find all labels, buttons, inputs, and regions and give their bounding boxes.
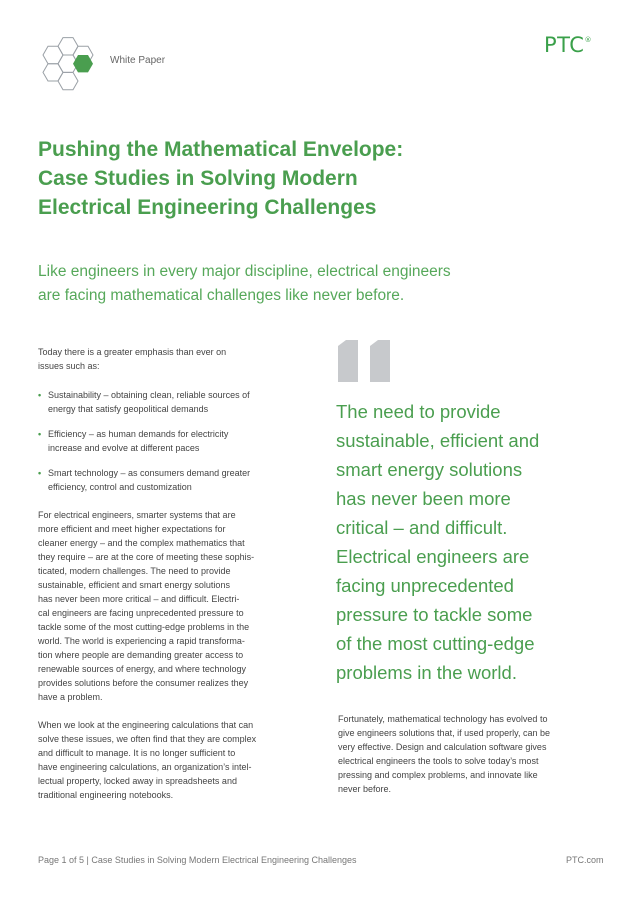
pull-quote bbox=[336, 397, 611, 687]
title-line: Pushing the Mathematical Envelope: bbox=[38, 138, 404, 161]
document-type-label: White Paper bbox=[110, 55, 166, 66]
page-title bbox=[38, 135, 508, 222]
bullet-icon: • bbox=[38, 390, 42, 400]
quote-line: sustainable, efficient and bbox=[336, 430, 540, 451]
text-line: Sustainability – obtaining clean, reliable sources of bbox=[48, 390, 250, 400]
quote-line: smart energy solutions bbox=[336, 459, 523, 480]
text-line: Today there is a greater emphasis than ever on bbox=[38, 347, 227, 357]
text-line: traditional engineering notebooks. bbox=[38, 790, 174, 800]
text-line: energy that satisfy geopolitical demands bbox=[48, 404, 209, 414]
quote-line: problems in the world. bbox=[336, 662, 517, 683]
text-line: efficiency, control and customization bbox=[48, 482, 192, 492]
text-line: When we look at the engineering calculations that can bbox=[38, 720, 254, 730]
lead-line: Like engineers in every major discipline, electrical engineers bbox=[38, 263, 451, 280]
text-line: have a problem. bbox=[38, 692, 103, 702]
list-item bbox=[38, 388, 303, 416]
text-line: Fortunately, mathematical technology has evolved to bbox=[338, 714, 548, 724]
text-line: renewable sources of energy, and where technology bbox=[38, 664, 246, 674]
text-line: increase and evolve at different paces bbox=[48, 443, 200, 453]
quote-line: facing unprecedented bbox=[336, 575, 514, 596]
quote-line: Electrical engineers are bbox=[336, 546, 530, 567]
text-line: more efficient and meet higher expectations for bbox=[38, 524, 226, 534]
bullet-icon: • bbox=[38, 429, 42, 439]
quote-line: of the most cutting-edge bbox=[336, 633, 535, 654]
text-line: provides solutions before the consumer realizes they bbox=[38, 678, 249, 688]
text-line: tion where people are demanding greater access to bbox=[38, 650, 244, 660]
body-paragraph-1 bbox=[38, 508, 303, 704]
text-line: Smart technology – as consumers demand greater bbox=[48, 468, 251, 478]
text-line: lectual property, locked away in spreadsheets and bbox=[38, 776, 237, 786]
left-column bbox=[38, 345, 303, 802]
text-line: give engineers solutions that, if used properly, can be bbox=[338, 728, 550, 738]
text-line: electrical engineers the tools to solve today’s most bbox=[338, 756, 539, 766]
brand-name: PTC bbox=[544, 33, 585, 57]
intro-paragraph bbox=[38, 345, 303, 373]
text-line: Efficiency – as human demands for electricity bbox=[48, 429, 229, 439]
lead-line: are facing mathematical challenges like never before. bbox=[38, 287, 405, 304]
footer-website-link[interactable]: PTC.com bbox=[566, 855, 604, 865]
quote-line: pressure to tackle some bbox=[336, 604, 533, 625]
text-line: cal engineers are facing unprecedented pressure to bbox=[38, 608, 244, 618]
text-line: never before. bbox=[338, 784, 392, 794]
issue-list bbox=[38, 388, 303, 494]
text-line: have engineering calculations, an organization’s intel- bbox=[38, 762, 252, 772]
quote-line: critical – and difficult. bbox=[336, 517, 508, 538]
text-line: For electrical engineers, smarter systems that are bbox=[38, 510, 236, 520]
open-quote-icon bbox=[338, 340, 396, 382]
hexagon-cluster-icon bbox=[36, 35, 108, 95]
quote-line: The need to provide bbox=[336, 401, 501, 422]
text-line: very effective. Design and calculation software gives bbox=[338, 742, 547, 752]
right-body-paragraph bbox=[338, 712, 613, 796]
quote-line: has never been more bbox=[336, 488, 511, 509]
lead-paragraph bbox=[38, 260, 578, 308]
text-line: issues such as: bbox=[38, 361, 100, 371]
text-line: pressing and complex problems, and innovate like bbox=[338, 770, 538, 780]
text-line: solve these issues, we often find that they are complex bbox=[38, 734, 257, 744]
list-item bbox=[38, 427, 303, 455]
footer-page-info: Page 1 of 5 | Case Studies in Solving Modern Electrical Engineering Challenges bbox=[38, 855, 357, 865]
text-line: cleaner energy – and the complex mathematics that bbox=[38, 538, 245, 548]
body-paragraph-2 bbox=[38, 718, 303, 802]
text-line: tackle some of the most cutting-edge problems in the bbox=[38, 622, 250, 632]
text-line: has never been more critical – and difficult. Electri- bbox=[38, 594, 240, 604]
text-line: sustainable, efficient and smart energy solutions bbox=[38, 580, 230, 590]
title-line: Electrical Engineering Challenges bbox=[38, 196, 377, 219]
bullet-icon: • bbox=[38, 468, 42, 478]
title-line: Case Studies in Solving Modern bbox=[38, 167, 358, 190]
text-line: they require – are at the core of meeting these sophis- bbox=[38, 552, 255, 562]
registered-mark: ® bbox=[584, 36, 592, 44]
text-line: and difficult to manage. It is no longer sufficient to bbox=[38, 748, 236, 758]
text-line: world. The world is experiencing a rapid transforma- bbox=[38, 636, 245, 646]
ptc-logo bbox=[544, 33, 592, 57]
list-item bbox=[38, 466, 303, 494]
text-line: ticated, modern challenges. The need to provide bbox=[38, 566, 231, 576]
